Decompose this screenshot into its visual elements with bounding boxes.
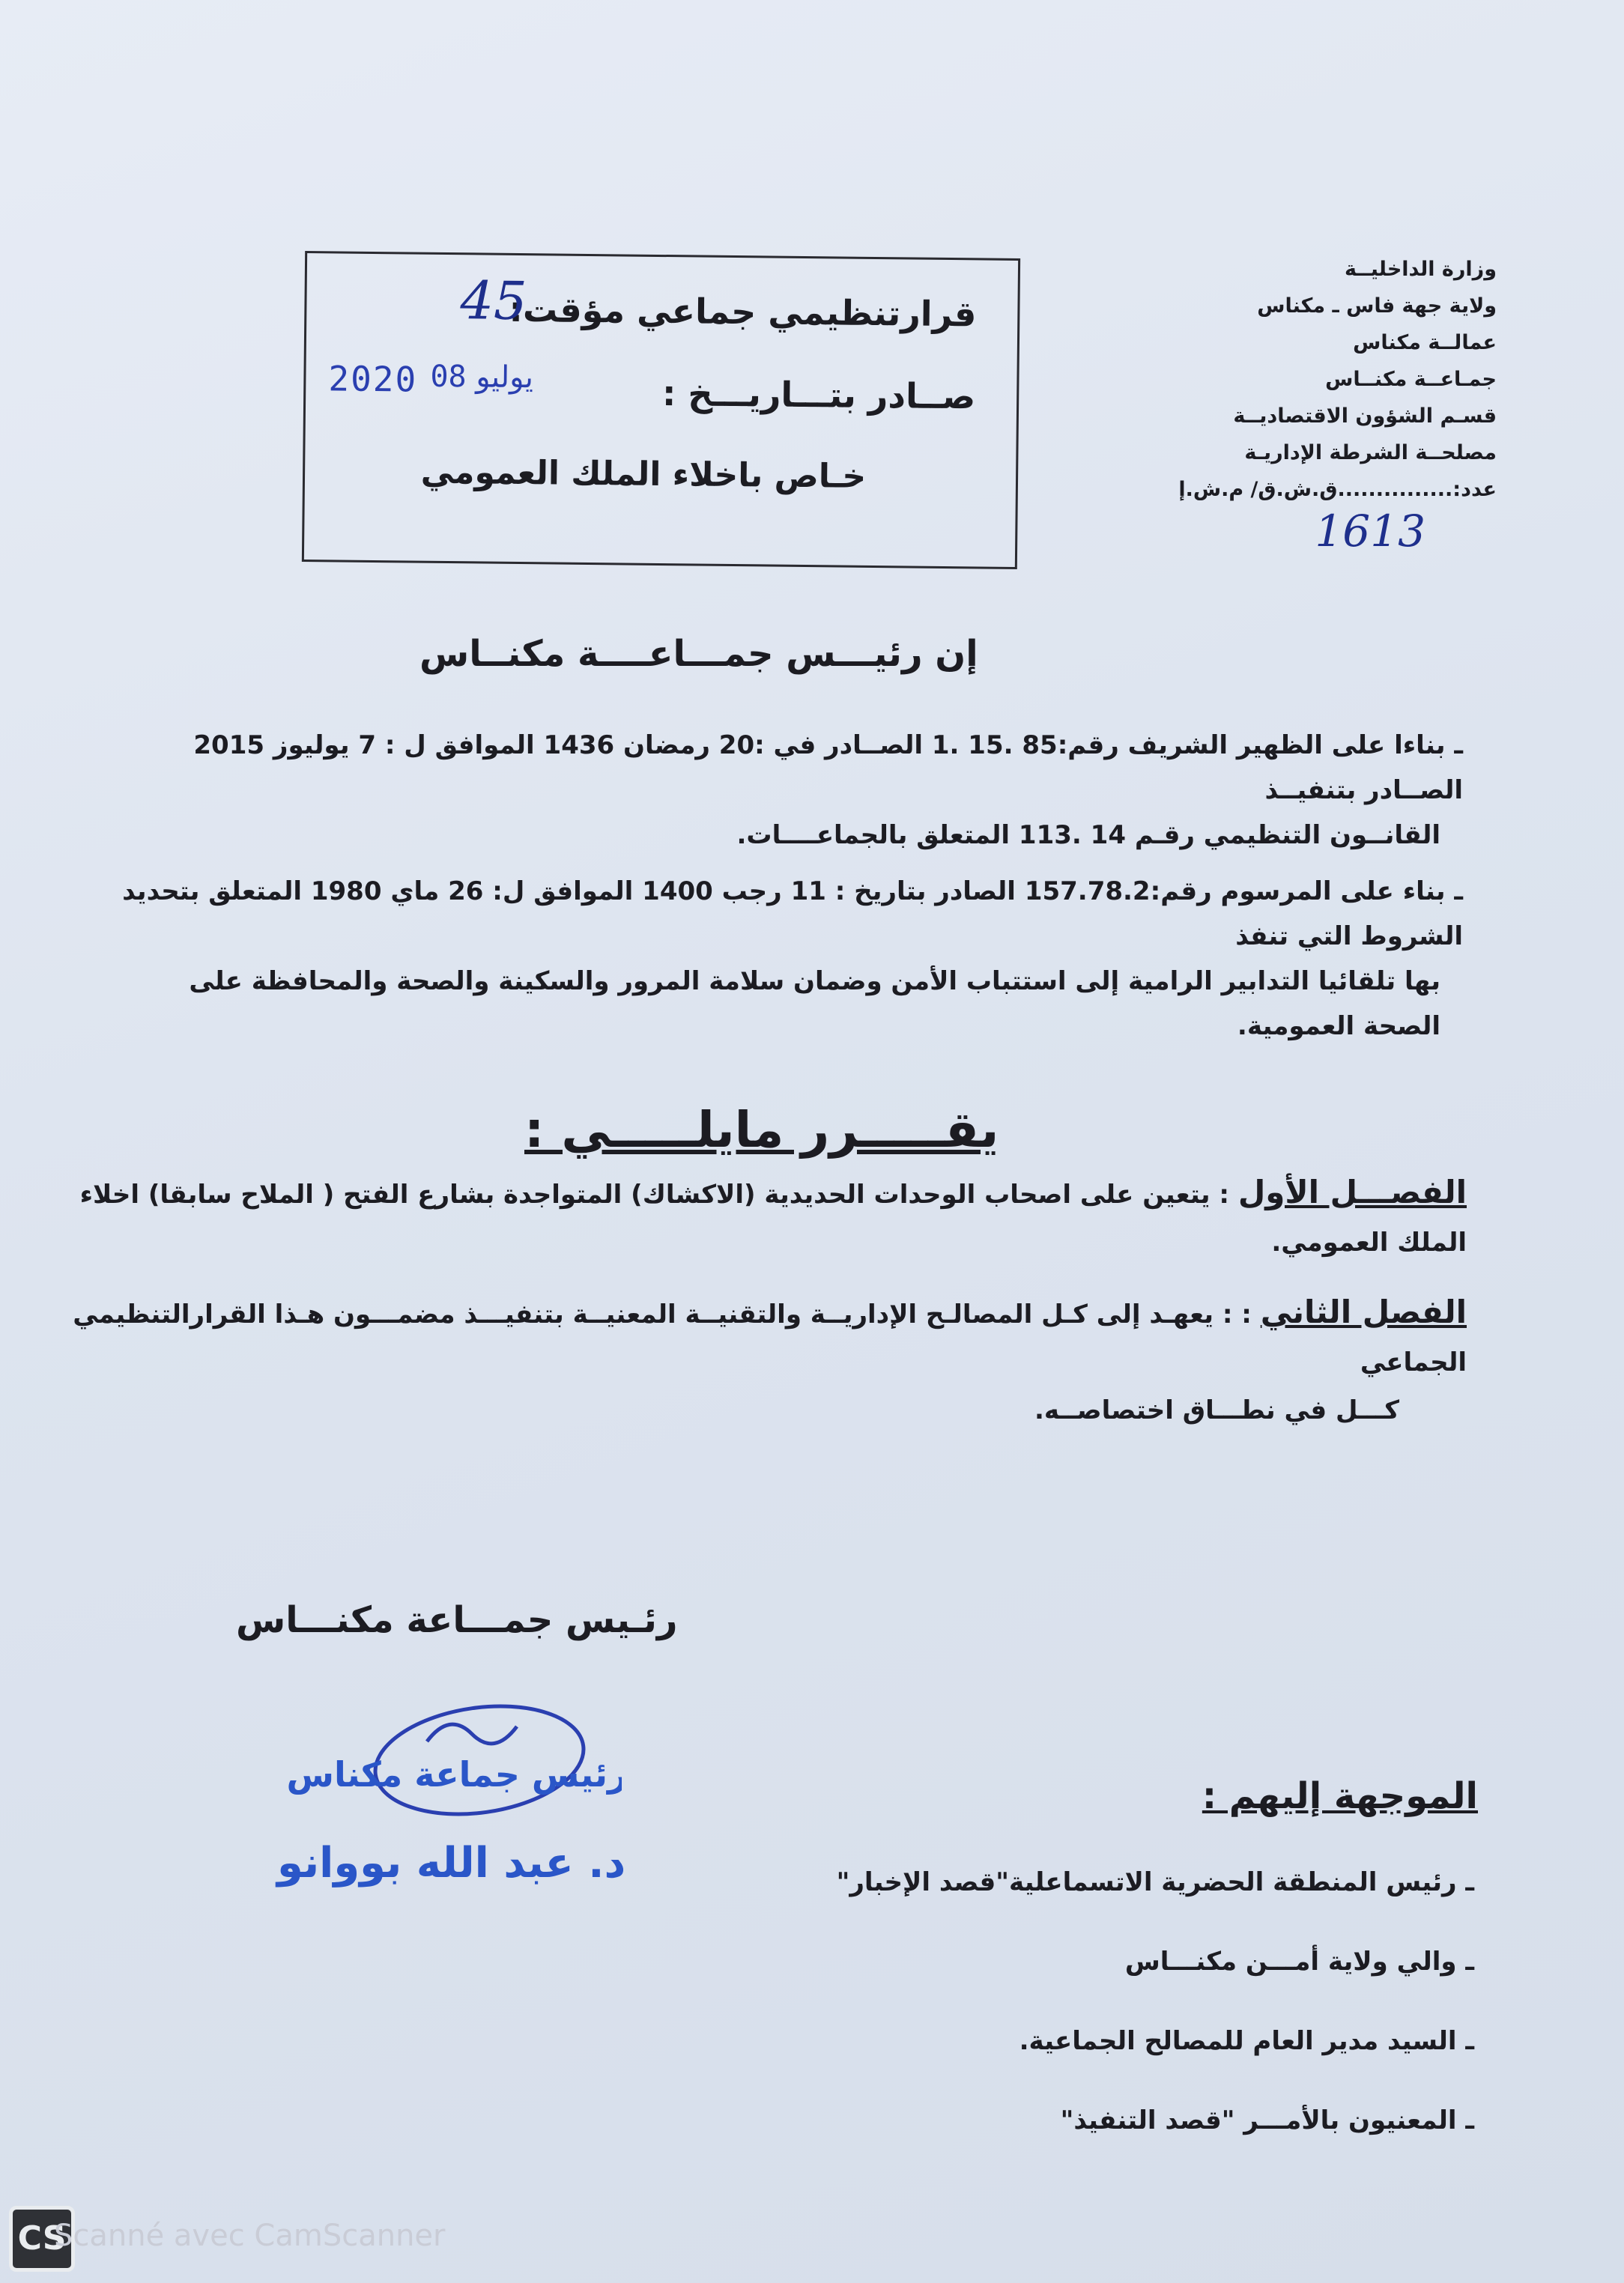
list-item: ـ المعنيون بالأمـــر "قصد التنفيذ" [1060,2105,1474,2135]
signatory-name: د. عبد الله بووانو [277,1839,626,1888]
admin-header [1077,251,1497,508]
signature-stamp [270,1697,622,1831]
article-text: : يتعين على اصحاب الوحدات الحديدية (الاكشاك) المتواجدة بشارع الفتح ( الملاح سابقا) اخلاء الملك العمومي. [79,1180,1467,1258]
date-stamp-day: 08 [430,359,467,395]
scanner-watermark: Scanné avec CamScanner [54,2219,446,2253]
preamble-line: القانــون التنظيمي رقـم 14 .113 المتعلق بالجماعــــات. [736,820,1440,850]
list-item: ـ رئيس المنطقة الحضرية الاتسماعلية"قصد الإخبار" [836,1867,1474,1897]
date-stamp-month-text: يوليو [476,360,534,395]
admin-line-service: مصلحــة الشرطة الإداريـة [1244,441,1497,464]
decision-subject: خـاص باخلاء الملك العمومي [420,452,867,496]
admin-line-division: قسـم الشؤون الاقتصاديــة [1233,404,1497,428]
handwritten-decision-number: 45 [460,270,528,333]
admin-line-reference: عدد:...............ق.ش.ق/ م.ش.إ [1178,478,1497,501]
preamble-item [115,869,1463,1049]
article-2 [58,1288,1467,1434]
article-title: الفصل الثاني [1260,1294,1467,1330]
admin-line-commune: جمـاعــة مكنــاس [1325,368,1497,391]
signatory-title: رئـيس جمـــاعة مكنـــاس [236,1599,678,1641]
preamble-line: بها تلقائيا التدابير الرامية إلى استتباب الأمن وضمان سلامة المرور والسكينة والصحة والمحافظة على الصحة العمومية. [189,966,1440,1041]
decision-title-box [302,251,1020,569]
decides-heading: يقـــــرر مايلـــــي : [524,1101,999,1159]
article-title: الفصـــل الأول [1237,1174,1467,1210]
preamble-item [115,723,1463,858]
preamble-line: ـ بناء على المرسوم رقم:157.78.2 الصادر بتاريخ : 11 رجب 1400 الموافق ل: 26 ماي 1980 المتعلق بتحديد الشروط التي تنفذ [122,876,1463,951]
signature-scribble [270,1697,622,1831]
admin-line-ministry: وزارة الداخليــة [1344,258,1497,281]
list-item: ـ والي ولاية أمـــن مكنـــاس [1124,1947,1474,1977]
date-stamp-year: 2020 [328,358,418,400]
list-item: ـ السيد مدير العام للمصالح الجماعية. [1019,2026,1474,2056]
president-heading: إن رئيـــس جمـــاعــــة مكنــاس [419,633,978,675]
recipients-list [650,1843,1474,2160]
handwritten-reference-number: 1613 [1315,506,1425,557]
article-text: : : يعهـد إلى كـل المصالـح الإداريــة والتقنيــة المعنيــة بتنفيـــذ مضمـــون هـذا القرارالتنظيمي الجماعي [73,1300,1467,1377]
preamble-line: ـ بناءا على الظهير الشريف رقم:85 .15 .1 الصــادر في :20 رمضان 1436 الموافق ل : 7 يوليوز 2015 الصــادر بتنفيــذ [193,730,1463,805]
admin-line-prefecture: عمالــة مكناس [1353,331,1497,354]
recipients-title: الموجهة إليهم : [1202,1775,1478,1817]
signature-stamp-text: رئيس جماعة مكناس [286,1754,622,1795]
camscanner-logo: CS [9,2206,75,2272]
date-stamp-month [416,360,533,395]
issue-date-label: صــادر بتـــاريـــخ : [661,373,976,417]
admin-line-region: ولاية جهة فاس ـ مكناس [1257,294,1497,318]
article-1 [58,1168,1467,1267]
article-text-continued: كـــل في نطـــاق اختصاصــه. [1034,1395,1399,1425]
decision-type: قرارتنظيمي جماعي مؤقت: [509,288,977,335]
